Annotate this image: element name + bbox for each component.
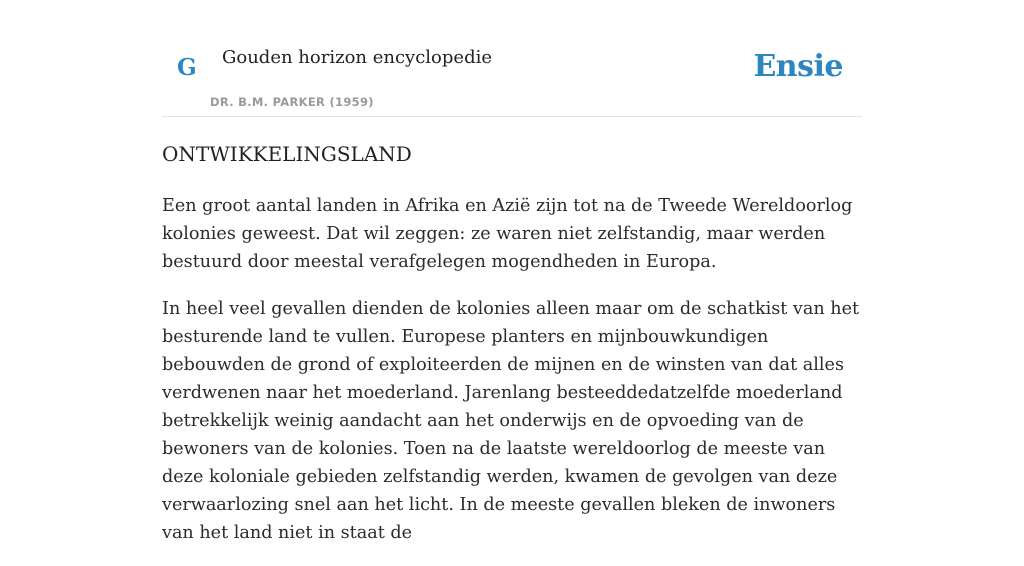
article-paragraph: In heel veel gevallen dienden de kolonies alleen maar om de schatkist van het besturende land te vullen. Europese planters en mijnbouwkundigen bebouwden de grond of exploiteerden de mijnen en de winsten van dat alles verdwenen naar het moederland. Jarenlang besteeddedatzelfde moederland betrekkelijk weinig aandacht aan het onderwijs en de opvoeding van de bewoners van de kolonies. Toen na de laatste wereldoorlog de meeste van deze koloniale gebieden zelfstandig werden, kwamen de gevolgen van deze verwaarlozing snel aan het licht. In de meeste gevallen bleken de inwoners van het land niet in staat de	[162, 299, 860, 543]
book-initial-icon: G	[177, 54, 197, 81]
book-header	[162, 0, 862, 117]
article-title: ONTWIKKELINGSLAND	[162, 142, 412, 166]
ensie-logo[interactable]: Ensie	[753, 49, 843, 84]
article-paragraph: Een groot aantal landen in Afrika en Azië zijn tot na de Tweede Wereldoorlog kolonies geweest. Dat wil zeggen: ze waren niet zelfstandig, maar werden bestuurd door meestal verafgelegen mogendheden in Europa.	[162, 196, 853, 272]
article-body	[162, 192, 866, 566]
book-title[interactable]: Gouden horizon encyclopedie	[222, 47, 492, 68]
book-author: DR. B.M. PARKER (1959)	[210, 95, 374, 109]
